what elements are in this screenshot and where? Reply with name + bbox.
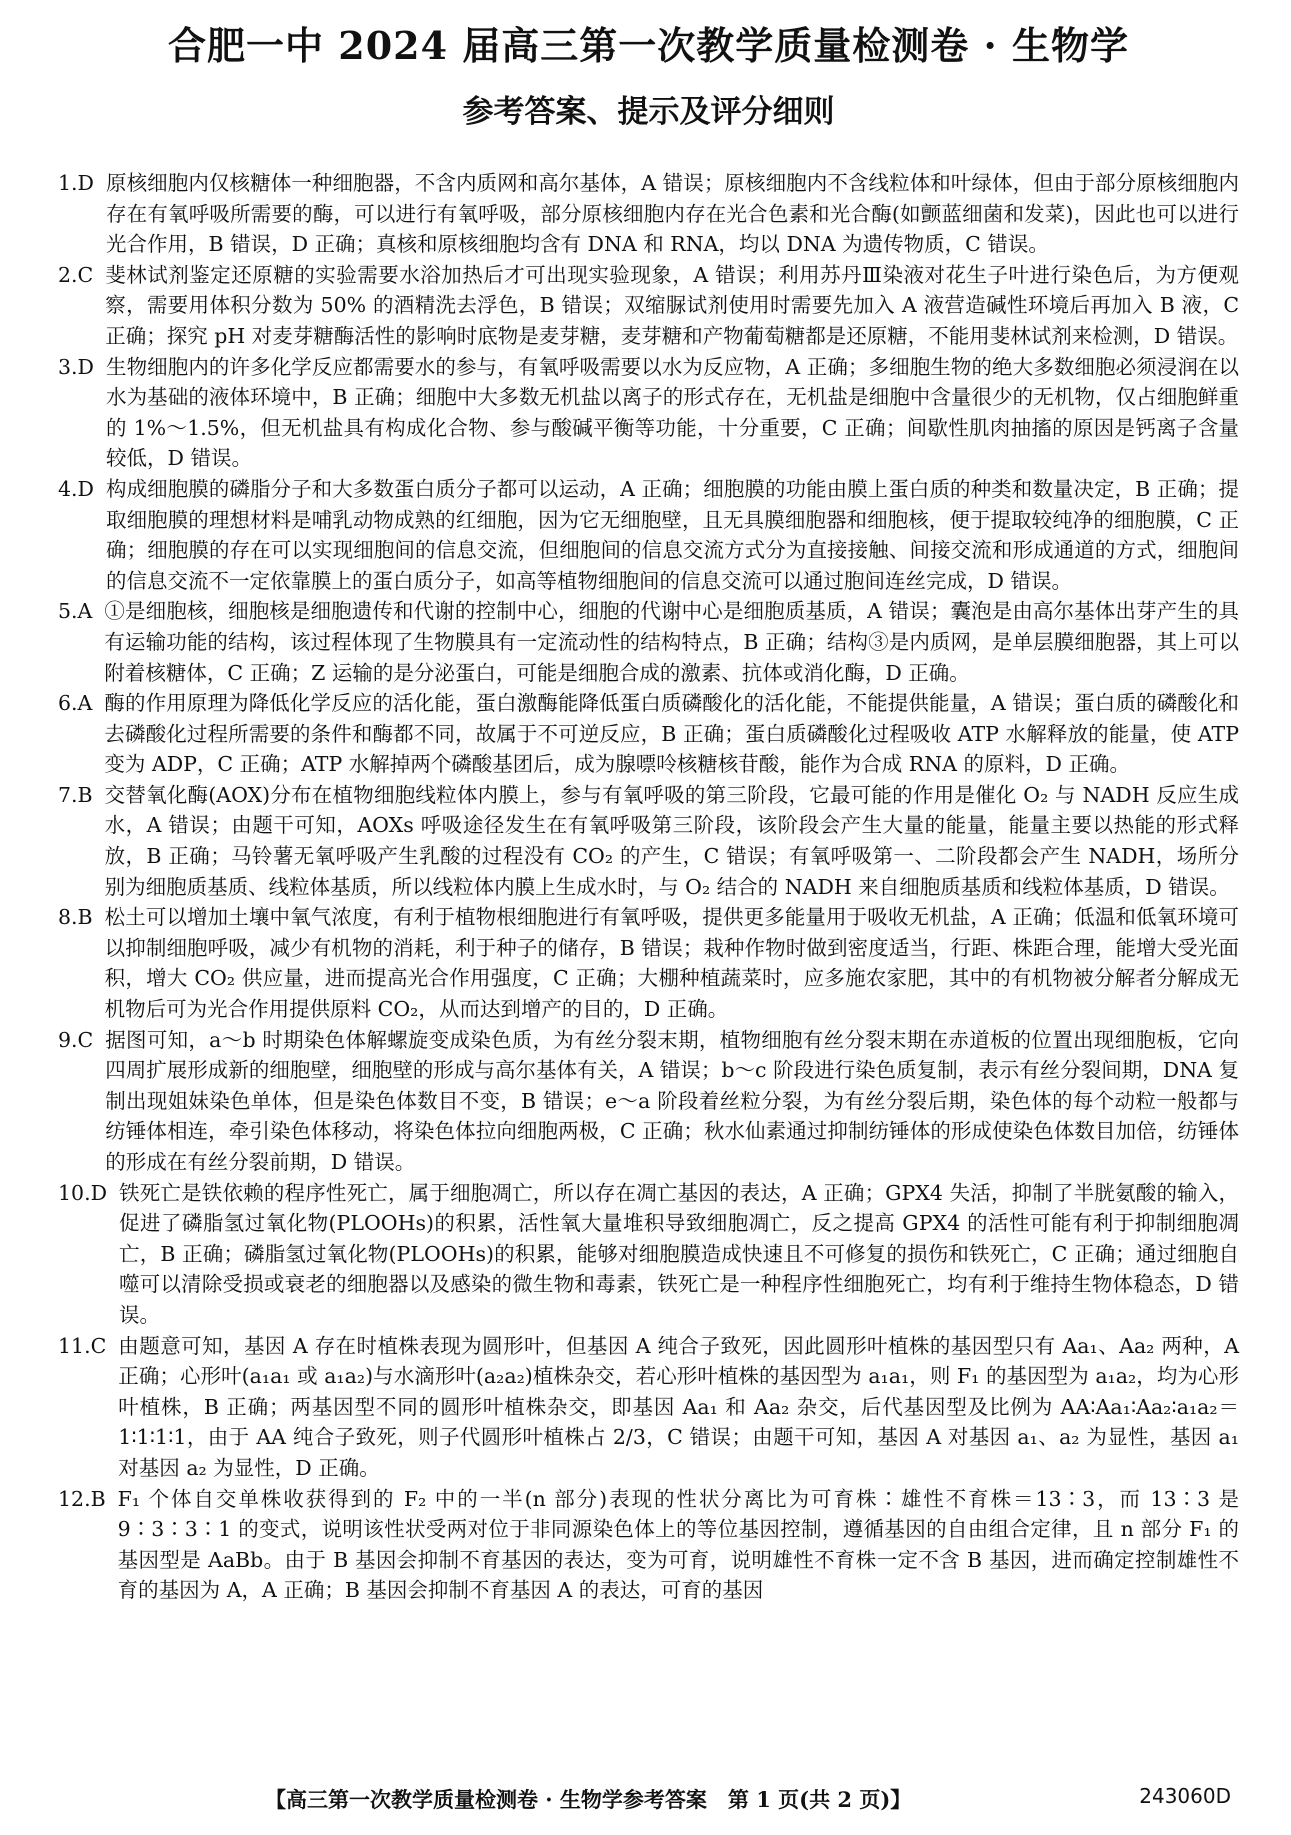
answer-number: 12.B <box>58 1486 106 1511</box>
answer-explanation: 斐林试剂鉴定还原糖的实验需要水浴加热后才可出现实验现象，A 错误；利用苏丹Ⅲ染液对花生子叶进行染色后，为方便观察，需要用体积分数为 50% 的酒精洗去浮色，B 错误；双缩脲试剂使用时需要先加入 A 液营造碱性环境后再加入 B 液，C 正确；探究 pH 对麦芽糖酶活性的影响时底物是麦芽糖，麦芽糖和产物葡萄糖都是还原糖，不能用斐林试剂来检测，D 错误。 <box>105 262 1239 348</box>
answer-number: 4.D <box>58 476 94 501</box>
answer-item <box>58 260 1239 352</box>
page-title: 合肥一中 2024 届高三第一次教学质量检测卷 · 生物学 <box>168 23 1129 68</box>
answer-item <box>58 1484 1239 1606</box>
answer-item <box>58 902 1239 1024</box>
answer-item <box>58 1025 1239 1178</box>
answer-explanation: 据图可知，a～b 时期染色体解螺旋变成染色质，为有丝分裂末期，植物细胞有丝分裂末期在赤道板的位置出现细胞板，它向四周扩展形成新的细胞壁，细胞壁的形成与高尔基体有关，A 错误；b～c 阶段进行染色质复制，表示有丝分裂间期，DNA 复制出现姐妹染色单体，但是染色体数目不变，B 错误；e～a 阶段着丝粒分裂，为有丝分裂后期，染色体的每个动粒一般都与纺锤体相连，牵引染色体移动，将染色体拉向细胞两极，C 正确；秋水仙素通过抑制纺锤体的形成使染色体数目加倍，纺锤体的形成在有丝分裂前期，D 错误。 <box>105 1027 1239 1174</box>
answer-number: 6.A <box>58 691 93 716</box>
answer-explanation: 松土可以增加土壤中氧气浓度，有利于植物根细胞进行有氧呼吸，提供更多能量用于吸收无机盐，A 正确；低温和低氧环境可以抑制细胞呼吸，减少有机物的消耗，利于种子的储存，B 错误；栽种作物时做到密度适当，行距、株距合理，能增大受光面积，增大 CO₂ 供应量，进而提高光合作用强度，C 正确；大棚种植蔬菜时，应多施农家肥，其中的有机物被分解者分解成无机物后可为光合作用提供原料 CO₂，从而达到增产的目的，D 正确。 <box>104 905 1239 1022</box>
answer-explanation: 交替氧化酶(AOX)分布在植物细胞线粒体内膜上，参与有氧呼吸的第三阶段，它最可能的作用是催化 O₂ 与 NADH 反应生成水，A 错误；由题干可知，AOXs 呼吸途径发生在有氧呼吸第三阶段，该阶段会产生大量的能量，能量主要以热能的形式释放，B 正确；马铃薯无氧呼吸产生乳酸的过程没有 CO₂ 的产生，C 错误；有氧呼吸第一、二阶段都会产生 NADH，场所分别为细胞质基质、线粒体基质，所以线粒体内膜上生成水时，与 O₂ 结合的 NADH 来自细胞质基质和线粒体基质，D 错误。 <box>104 782 1239 899</box>
answer-explanation: F₁ 个体自交单株收获得到的 F₂ 中的一半(n 部分)表现的性状分离比为可育株∶雄性不育株＝13∶3，而 13∶3 是 9∶3∶3∶1 的变式，说明该性状受两对位于非同源染色体上的等位基因控制，遵循基因的自由组合定律，且 n 部分 F₁ 的基因型是 AaBb。由于 B 基因会抑制不育基因的表达，变为可育，说明雄性不育株一定不含 B 基因，进而确定控制雄性不育的基因为 A，A 正确；B 基因会抑制不育基因 A 的表达，可育的基因 <box>117 1486 1239 1603</box>
footer-text: 【高三第一次教学质量检测卷 · 生物学参考答案 第 1 页(共 2 页)】 <box>265 1787 912 1812</box>
answer-number: 7.B <box>58 782 93 807</box>
answer-item <box>58 688 1239 780</box>
answer-explanation: 铁死亡是铁依赖的程序性死亡，属于细胞凋亡，所以存在凋亡基因的表达，A 正确；GPX4 失活，抑制了半胱氨酸的输入，促进了磷脂氢过氧化物(PLOOHs)的积累，活性氧大量堆积导致细胞凋亡，反之提高 GPX4 的活性可能有利于抑制细胞凋亡，B 正确；磷脂氢过氧化物(PLOOHs)的积累，能够对细胞膜造成快速且不可修复的损伤和铁死亡，C 正确；通过细胞自噬可以清除受损或衰老的细胞器以及感染的微生物和毒素，铁死亡是一种程序性细胞死亡，均有利于维持生物体稳态，D 错误。 <box>119 1180 1239 1327</box>
page-subtitle: 参考答案、提示及评分细则 <box>462 94 835 130</box>
answer-item <box>58 474 1239 596</box>
answer-item <box>58 1331 1239 1484</box>
answer-number: 11.C <box>58 1333 107 1358</box>
document-code: 243060D <box>1139 1784 1231 1808</box>
answer-explanation: 生物细胞内的许多化学反应都需要水的参与，有氧呼吸需要以水为反应物，A 正确；多细胞生物的绝大多数细胞必须浸润在以水为基础的液体环境中，B 正确；细胞中大多数无机盐以离子的形式存在，无机盐是细胞中含量很少的无机物，仅占细胞鲜重的 1%～1.5%，但无机盐具有构成化合物、参与酸碱平衡等功能，十分重要，C 正确；间歇性肌肉抽搐的原因是钙离子含量较低，D 错误。 <box>106 354 1239 471</box>
answer-number: 5.A <box>58 599 93 624</box>
answer-explanation: 原核细胞内仅核糖体一种细胞器，不含内质网和高尔基体，A 错误；原核细胞内不含线粒体和叶绿体，但由于部分原核细胞内存在有氧呼吸所需要的酶，可以进行有氧呼吸，部分原核细胞内存在光合色素和光合酶(如颤蓝细菌和发菜)，因此也可以进行光合作用，B 错误，D 正确；真核和原核细胞均含有 DNA 和 RNA，均以 DNA 为遗传物质，C 错误。 <box>106 171 1239 257</box>
answer-explanation: ①是细胞核，细胞核是细胞遗传和代谢的控制中心，细胞的代谢中心是细胞质基质，A 错误；囊泡是由高尔基体出芽产生的具有运输功能的结构，该过程体现了生物膜具有一定流动性的结构特点，B 正确；结构③是内质网，是单层膜细胞器，其上可以附着核糖体，C 正确；Z 运输的是分泌蛋白，可能是细胞合成的激素、抗体或消化酶，D 正确。 <box>104 599 1239 685</box>
answer-explanation: 构成细胞膜的磷脂分子和大多数蛋白质分子都可以运动，A 正确；细胞膜的功能由膜上蛋白质的种类和数量决定，B 正确；提取细胞膜的理想材料是哺乳动物成熟的红细胞，因为它无细胞壁，且无具膜细胞器和细胞核，便于提取较纯净的细胞膜，C 正确；细胞膜的存在可以实现细胞间的信息交流，但细胞间的信息交流方式分为直接接触、间接交流和形成通道的方式，细胞间的信息交流不一定依靠膜上的蛋白质分子，如高等植物细胞间的信息交流可以通过胞间连丝完成，D 错误。 <box>106 476 1239 593</box>
answer-item <box>58 780 1239 902</box>
answer-number: 1.D <box>58 171 94 195</box>
answer-number: 10.D <box>58 1180 108 1205</box>
answer-item <box>58 352 1239 474</box>
answer-list <box>58 168 1239 1606</box>
answer-explanation: 由题意可知，基因 A 存在时植株表现为圆形叶，但基因 A 纯合子致死，因此圆形叶植株的基因型只有 Aa₁、Aa₂ 两种，A 正确；心形叶(a₁a₁ 或 a₁a₂)与水滴形叶(a₂a₂)植株杂交，若心形叶植株的基因型为 a₁a₁，则 F₁ 的基因型为 a₁a₂，均为心形叶植株，B 正确；两基因型不同的圆形叶植株杂交，即基因 Aa₁ 和 Aa₂ 杂交，后代基因型及比例为 AA∶Aa₁∶Aa₂∶a₁a₂＝1∶1∶1∶1，由于 AA 纯合子致死，则子代圆形叶植株占 2/3，C 错误；由题干可知，基因 A 对基因 a₁、a₂ 为显性，基因 a₁ 对基因 a₂ 为显性，D 正确。 <box>118 1333 1239 1480</box>
answer-number: 2.C <box>58 262 94 287</box>
answer-item <box>58 596 1239 688</box>
answer-number: 3.D <box>58 354 94 379</box>
answer-number: 9.C <box>58 1027 94 1052</box>
answer-number: 8.B <box>58 905 93 930</box>
answer-explanation: 酶的作用原理为降低化学反应的活化能，蛋白激酶能降低蛋白质磷酸化的活化能，不能提供能量，A 错误；蛋白质的磷酸化和去磷酸化过程所需要的条件和酶都不同，故属于不可逆反应，B 正确；蛋白质磷酸化过程吸收 ATP 水解释放的能量，使 ATP 变为 ADP，C 正确；ATP 水解掉两个磷酸基团后，成为腺嘌呤核糖核苷酸，能作为合成 RNA 的原料，D 正确。 <box>104 691 1239 777</box>
answer-item <box>58 168 1239 260</box>
answer-item <box>58 1178 1239 1331</box>
